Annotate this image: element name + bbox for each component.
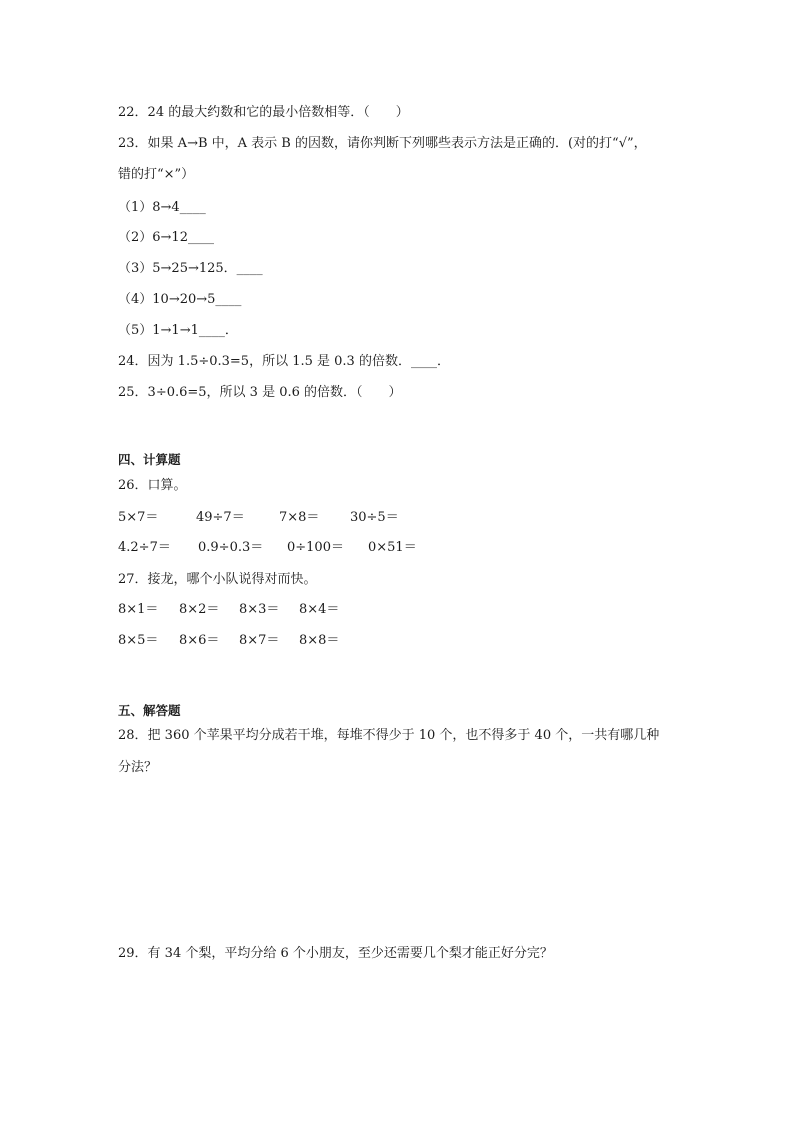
mental-math-item: 49÷7＝ <box>196 510 245 525</box>
question-23-item-2: （2）6→12____ <box>118 230 214 245</box>
chain-math-item: 8×7＝ <box>239 633 280 648</box>
question-23-item-5: （5）1→1→1____． <box>118 323 238 338</box>
question-24: 24．因为 1.5÷0.3=5，所以 1.5 是 0.3 的倍数．____． <box>118 354 450 369</box>
chain-math-item: 8×8＝ <box>299 633 340 648</box>
mental-math-item: 0×51＝ <box>368 540 417 555</box>
question-23-item-4: （4）10→20→5____ <box>118 292 242 307</box>
mental-math-item: 7×8＝ <box>279 510 320 525</box>
section-title-word-problems: 五、解答题 <box>118 703 181 718</box>
chain-math-item: 8×1＝ <box>118 602 159 617</box>
chain-math-item: 8×6＝ <box>179 633 220 648</box>
question-23-item-1: （1）8→4____ <box>118 200 206 215</box>
question-27: 27．接龙，哪个小队说得对而快。 <box>118 572 317 587</box>
question-25: 25．3÷0.6=5，所以 3 是 0.6 的倍数．（ ） <box>118 385 402 400</box>
chain-math-item: 8×5＝ <box>118 633 159 648</box>
mental-math-item: 4.2÷7＝ <box>118 540 171 555</box>
mental-math-item: 30÷5＝ <box>350 510 399 525</box>
question-23-line-2: 错的打“×”） <box>118 167 195 182</box>
section-title-calculation: 四、计算题 <box>118 452 181 467</box>
question-22: 22．24 的最大约数和它的最小倍数相等．（ ） <box>118 105 409 120</box>
mental-math-item: 0.9÷0.3＝ <box>198 540 264 555</box>
question-26: 26．口算。 <box>118 478 187 493</box>
question-29: 29．有 34 个梨，平均分给 6 个小朋友，至少还需要几个梨才能正好分完？ <box>118 946 553 961</box>
question-23-item-3: （3）5→25→125．____ <box>118 261 263 276</box>
chain-math-item: 8×3＝ <box>239 602 280 617</box>
question-28-line-1: 28．把 360 个苹果平均分成若干堆，每堆不得少于 10 个，也不得多于 40 个，一共有哪几种 <box>118 728 660 743</box>
mental-math-item: 5×7＝ <box>118 510 159 525</box>
chain-math-item: 8×4＝ <box>299 602 340 617</box>
question-23-line-1: 23．如果 A→B 中，A 表示 B 的因数，请你判断下列哪些表示方法是正确的．(对的打“√”， <box>118 136 647 151</box>
question-28-line-2: 分法？ <box>118 760 158 775</box>
mental-math-item: 0÷100＝ <box>287 540 344 555</box>
chain-math-item: 8×2＝ <box>179 602 220 617</box>
